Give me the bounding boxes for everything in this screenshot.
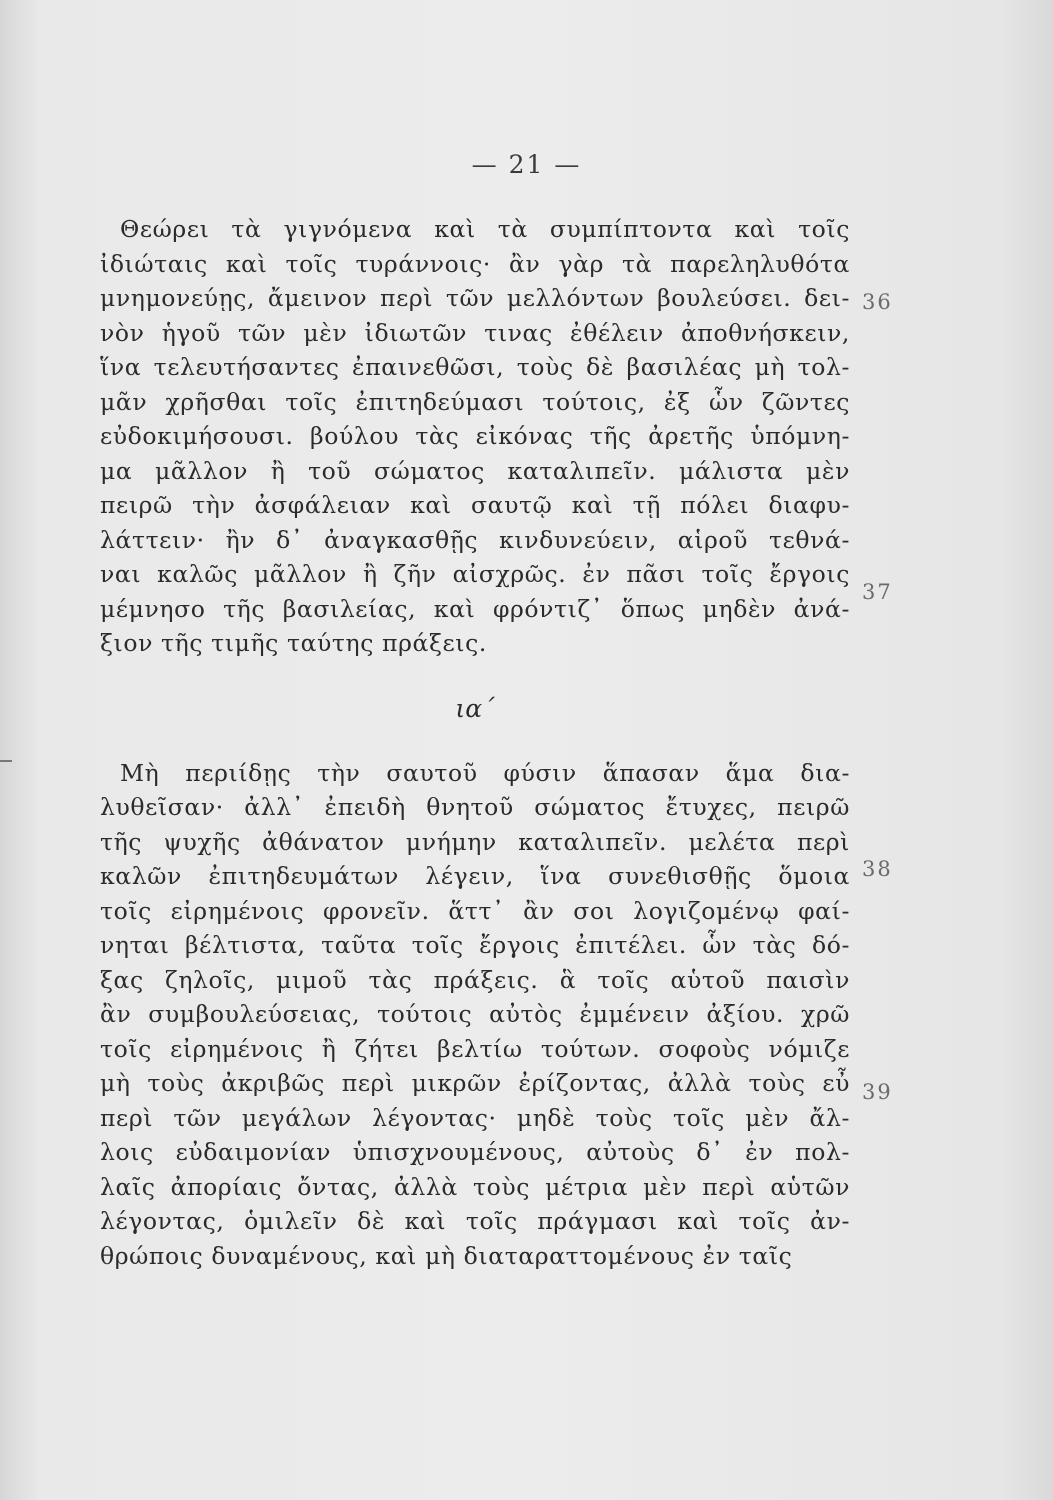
text-line: Μὴ περιίδῃς τὴν σαυτοῦ φύσιν ἅπασαν ἅμα δια-: [120, 758, 850, 787]
text-line: μα μᾶλλον ἢ τοῦ σώματος καταλιπεῖν. μάλιστα μὲν: [100, 456, 850, 485]
margin-line-number: 39: [862, 1080, 893, 1104]
page-edge-mark: [0, 760, 12, 762]
text-line: περὶ τῶν μεγάλων λέγοντας· μηδὲ τοὺς τοῖς μὲν ἄλ-: [100, 1103, 850, 1132]
paragraph-1: [100, 212, 850, 661]
text-line: λυθεῖσαν· ἀλλ᾽ ἐπειδὴ θνητοῦ σώματος ἔτυχες, πειρῶ: [100, 793, 850, 821]
text-line: νηται βέλτιστα, ταῦτα τοῖς ἔργοις ἐπιτέλει. ὧν τὰς δό-: [100, 931, 850, 959]
text-line: ναι καλῶς μᾶλλον ἢ ζῆν αἰσχρῶς. ἐν πᾶσι τοῖς ἔργοις: [100, 560, 850, 588]
text-line: καλῶν ἐπιτηδευμάτων λέγειν, ἵνα συνεθισθῇς ὅμοια: [100, 862, 850, 890]
text-line: μᾶν χρῆσθαι τοῖς ἐπιτηδεύμασι τούτοις, ἐξ ὧν ζῶντες: [100, 387, 850, 416]
text-line: ἂν συμβουλεύσειας, τούτοις αὐτὸς ἐμμένειν ἀξίου. χρῶ: [100, 1000, 850, 1028]
text-line: ξιον τῆς τιμῆς ταύτης πράξεις.: [100, 629, 487, 657]
text-line: μὴ τοὺς ἀκριβῶς περὶ μικρῶν ἐρίζοντας, ἀλλὰ τοὺς εὖ: [100, 1069, 850, 1097]
text-block: [100, 212, 850, 1273]
page-number: — 21 —: [471, 150, 582, 179]
text-line: λάττειν· ἢν δ᾽ ἀναγκασθῇς κινδυνεύειν, αἱροῦ τεθνά-: [100, 525, 850, 554]
text-line: μέμνησο τῆς βασιλείας, καὶ φρόντιζ᾽ ὅπως μηδὲν ἀνά-: [100, 594, 850, 623]
text-line: τῆς ψυχῆς ἀθάνατον μνήμην καταλιπεῖν. μελέτα περὶ: [100, 827, 850, 856]
margin-line-number: 37: [862, 580, 893, 604]
paragraph-2: [100, 756, 850, 1274]
text-line: ἰδιώταις καὶ τοῖς τυράννοις· ἂν γὰρ τὰ παρεληλυθότα: [100, 249, 850, 278]
text-line: Θεώρει τὰ γιγνόμενα καὶ τὰ συμπίπτοντα καὶ τοῖς: [120, 215, 850, 243]
text-line: μνημονεύῃς, ἄμεινον περὶ τῶν μελλόντων βουλεύσει. δει-: [100, 284, 850, 312]
text-line: θρώποις δυναμένους, καὶ μὴ διαταραττομένους ἐν ταῖς: [100, 1241, 793, 1270]
margin-line-number: 38: [862, 857, 893, 881]
margin-line-number: 36: [862, 290, 893, 314]
section-heading: ια´: [455, 693, 495, 723]
text-line: ἵνα τελευτήσαντες ἐπαινεθῶσι, τοὺς δὲ βασιλέας μὴ τολ-: [100, 353, 850, 381]
text-line: λοις εὐδαιμονίαν ὑπισχνουμένους, αὐτοὺς δ᾽ ἐν πολ-: [100, 1138, 850, 1166]
text-line: λαῖς ἀπορίαις ὄντας, ἀλλὰ τοὺς μέτρια μὲν περὶ αὑτῶν: [100, 1172, 850, 1201]
text-line: νὸν ἡγοῦ τῶν μὲν ἰδιωτῶν τινας ἐθέλειν ἀποθνήσκειν,: [100, 318, 850, 347]
text-line: εὐδοκιμήσουσι. βούλου τὰς εἰκόνας τῆς ἀρετῆς ὑπόμνη-: [100, 422, 850, 450]
text-line: λέγοντας, ὁμιλεῖν δὲ καὶ τοῖς πράγμασι καὶ τοῖς ἀν-: [100, 1207, 850, 1235]
text-line: τοῖς εἰρημένοις ἢ ζήτει βελτίω τούτων. σοφοὺς νόμιζε: [100, 1034, 850, 1063]
text-line: πειρῶ τὴν ἀσφάλειαν καὶ σαυτῷ καὶ τῇ πόλει διαφυ-: [100, 491, 850, 519]
text-line: ξας ζηλοῖς, μιμοῦ τὰς πράξεις. ἃ τοῖς αὑτοῦ παισὶν: [100, 965, 850, 994]
text-line: τοῖς εἰρημένοις φρονεῖν. ἅττ᾽ ἂν σοι λογιζομένῳ φαί-: [100, 896, 850, 925]
